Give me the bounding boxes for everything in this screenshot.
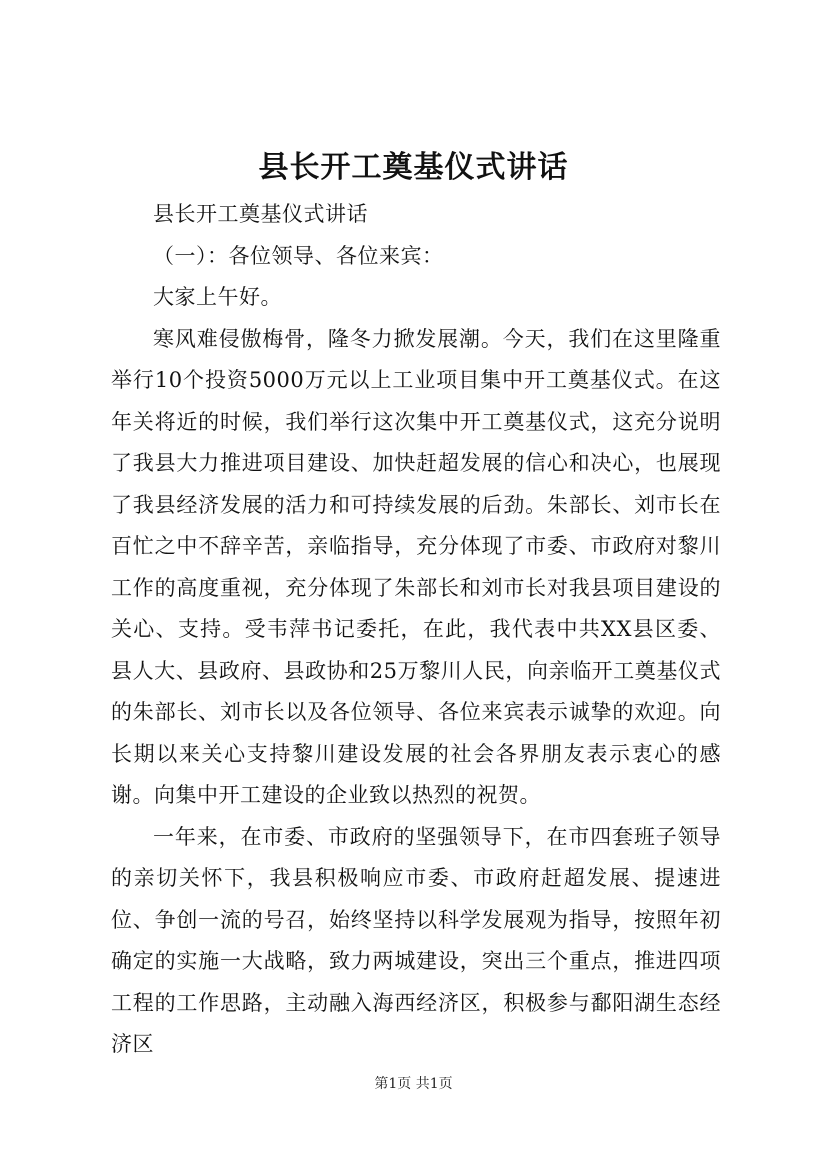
document-body [111,194,721,1066]
body-paragraph-2: 一年来，在市委、市政府的坚强领导下，在市四套班子领导的亲切关怀下，我县积极响应市委、市政府赶超发展、提速进位、争创一流的号召，始终坚持以科学发展观为指导，按照年初确定的实施一大战略，致力两城建设，突出三个重点，推进四项工程的工作思路，主动融入海西经济区，积极参与鄱阳湖生态经济区 [111,824,721,1056]
body-paragraph-1: 寒风难侵傲梅骨，隆冬力掀发展潮。今天，我们在这里隆重举行10个投资5000万元以上工业项目集中开工奠基仪式。在这年关将近的时候，我们举行这次集中开工奠基仪式，这充分说明了我县大力推进项目建设、加快赶超发展的信心和决心，也展现了我县经济发展的活力和可持续发展的后劲。朱部长、刘市长在百忙之中不辞辛苦，亲临指导，充分体现了市委、市政府对黎川工作的高度重视，充分体现了朱部长和刘市长对我县项目建设的关心、支持。受韦萍书记委托，在此，我代表中共XX县区委、县人大、县政府、县政协和25万黎川人民，向亲临开工奠基仪式的朱部长、刘市长以及各位领导、各位来宾表示诚挚的欢迎。向长期以来关心支持黎川建设发展的社会各界朋友表示衷心的感谢。向集中开工建设的企业致以热烈的祝贺。 [111,326,721,807]
subtitle-paragraph: 县长开工奠基仪式讲话 [153,202,368,226]
salutation-paragraph: （一）：各位领导、各位来宾： [153,243,444,268]
page-number-footer: 第1页 共1页 [374,1076,453,1092]
document-title: 县长开工奠基仪式讲话 [258,150,569,185]
greeting-paragraph: 大家上午好。 [153,285,282,309]
